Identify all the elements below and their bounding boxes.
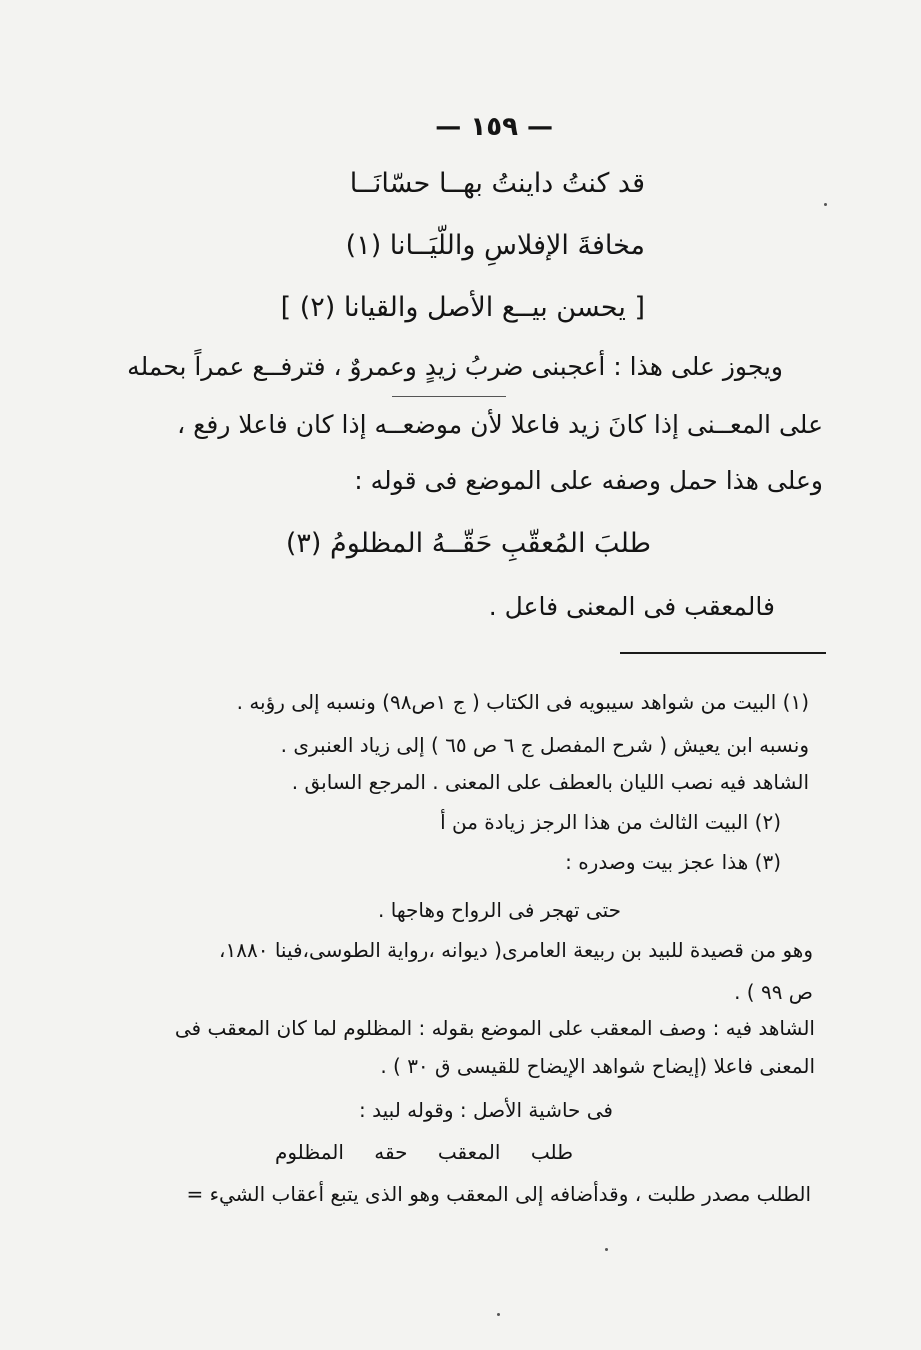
footnote-line-6: حتى تهجر فى الرواح وهاجها . xyxy=(378,898,621,922)
speck-3 xyxy=(605,1248,608,1251)
body-line-4: فالمعقب فى المعنى فاعل . xyxy=(488,592,775,621)
footnote-line-4: (٢) البيت الثالث من هذا الرجز زيادة من أ xyxy=(440,810,781,834)
footnote-line-1: (١) البيت من شواهد سيبويه فى الكتاب ( ج ١ص٩٨) ونسبه إلى رؤبه . xyxy=(236,690,809,714)
footnote-line-10: المعنى فاعلا (إيضاح شواهد الإيضاح للقيسى ق ٣٠ ) . xyxy=(380,1054,815,1078)
footnote-line-5: (٣) هذا عجز بيت وصدره : xyxy=(565,850,781,874)
footnote-line-8: ص ٩٩ ) . xyxy=(734,980,813,1004)
footnote-line-7: وهو من قصيدة للبيد بن ربيعة العامرى( ديوانه ،رواية الطوسى،فينا ١٨٨٠، xyxy=(219,938,813,962)
verse-line-3: [ يحسن بيــع الأصل والقيانا (٢) ] xyxy=(280,292,645,323)
body-line-3: وعلى هذا حمل وصفه على الموضع فى قوله : xyxy=(354,466,823,495)
footnote-line-9: الشاهد فيه : وصف المعقب على الموضع بقوله : المظلوم لما كان المعقب فى xyxy=(174,1016,815,1040)
speck-2 xyxy=(497,1313,500,1316)
footnote-line-13: الطلب مصدر طلبت ، وقدأضافه إلى المعقب وهو الذى يتبع أعقاب الشيء = xyxy=(186,1182,811,1206)
verse-middle: طلبَ المُعقّبِ حَقّــهُ المظلومُ (٣) xyxy=(285,528,651,559)
verse-line-2: مخافةَ الإفلاسِ واللّيَــانا (١) xyxy=(345,230,645,261)
footnote-line-11: فى حاشية الأصل : وقوله لبيد : xyxy=(359,1098,613,1122)
body-line-1: ويجوز على هذا : أعجبنى ضربُ زيدٍ وعمروٌ ، فترفــع عمراً بحمله xyxy=(127,352,783,381)
verse-line-1: قد كنتُ داينتُ بهــا حسّانَــا xyxy=(349,168,645,199)
footnote-line-2: ونسبه ابن يعيش ( شرح المفصل ج ٦ ص ٦٥ ) إلى زياد العنبرى . xyxy=(280,733,809,757)
footnote-separator xyxy=(620,652,826,654)
body-line-2: على المعــنى إذا كانَ زيد فاعلا لأن موضعــه إذا كان فاعلا رفع ، xyxy=(177,410,823,439)
footnote-line-3: الشاهد فيه نصب الليان بالعطف على المعنى . المرجع السابق . xyxy=(291,770,809,794)
footnote-line-12: طلب المعقب حقه المظلوم xyxy=(274,1140,573,1164)
page-number: — ١٥٩ — xyxy=(435,112,553,142)
speck-1 xyxy=(824,203,827,206)
underline-mark xyxy=(392,396,506,397)
